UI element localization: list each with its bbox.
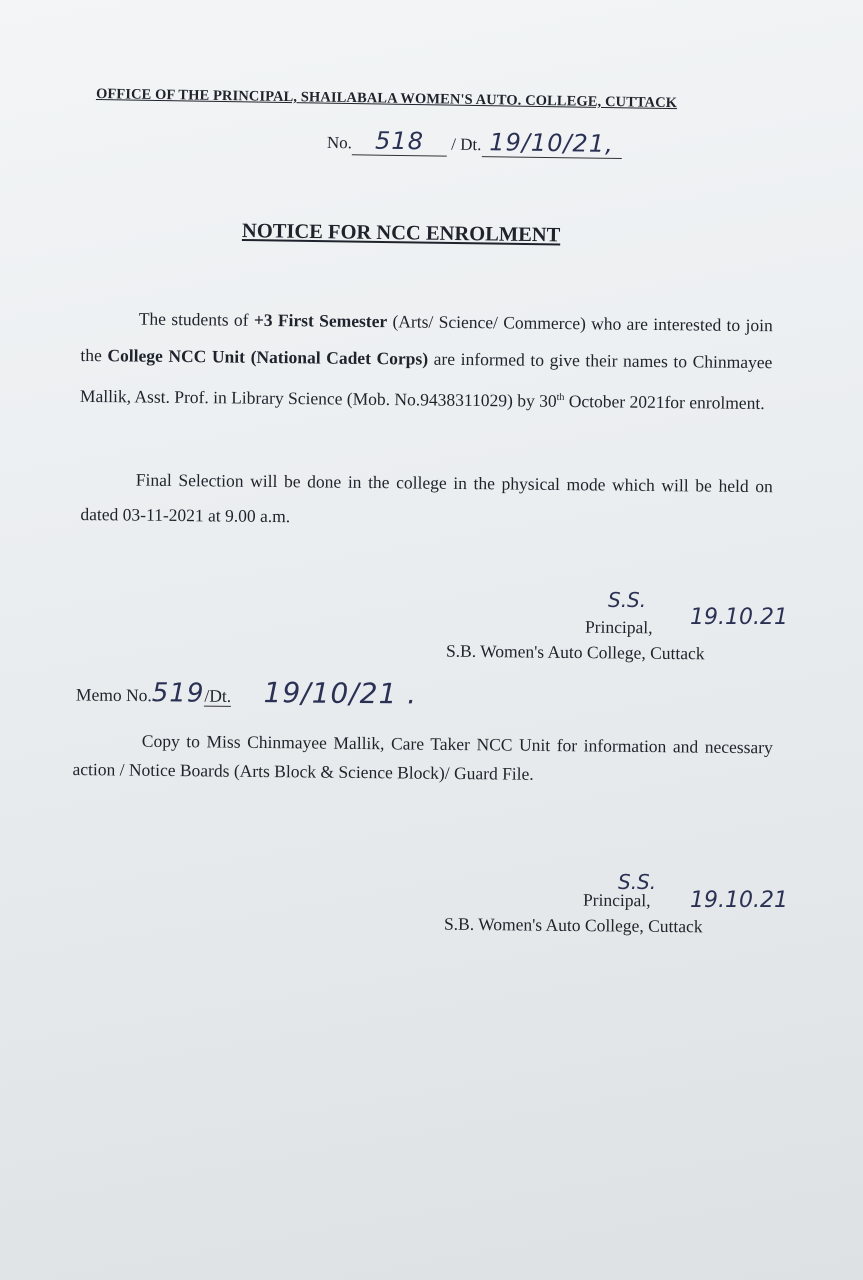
memo-label: Memo No. [75, 684, 152, 706]
reference-date-label: / Dt. [451, 134, 482, 155]
reference-no-value: 518 [374, 126, 425, 156]
signature-1-initials: S.S. [608, 588, 647, 612]
signature-2-initials: S.S. [618, 870, 657, 894]
notice-title: NOTICE FOR NCC ENROLMENT [241, 220, 561, 247]
signature-2-title: Principal, [582, 889, 651, 911]
memo-no-value: 519 [151, 678, 205, 709]
office-header: OFFICE OF THE PRINCIPAL, SHAILABALA WOMEN'S AUTO. COLLEGE, CUTTACK [95, 86, 678, 112]
memo-line [76, 675, 417, 711]
reference-date-value: 19/10/21, [489, 128, 614, 158]
signature-1-date: 19.10.21 [690, 605, 788, 630]
signature-2-date: 19.10.21 [690, 888, 788, 913]
copy-to-paragraph: Copy to Miss Chinmayee Mallik, Care Taker NCC Unit for information and necessary action / Notice Boards (Arts Block & Science Block)/ Guard File. [72, 730, 773, 784]
signature-1-college: S.B. Women's Auto College, Cuttack [445, 640, 705, 664]
reference-no-label: No. [326, 132, 353, 153]
body-paragraph-1: The students of +3 First Semester (Arts/ Science/ Commerce) who are interested to join the College NCC Unit (National Cadet Corps) are informed to give their names to Chinmayee Mallik, Asst. Prof. in Library Science (Mob. No.9438311029) by 30th October 2021for enrolment. [79, 308, 773, 413]
signature-1-title: Principal, [584, 616, 653, 638]
signature-2-college: S.B. Women's Auto College, Cuttack [443, 913, 703, 937]
reference-line [327, 126, 622, 159]
memo-date-value: 19/10/21 . [263, 676, 418, 711]
body-paragraph-2: Final Selection will be done in the college in the physical mode which will be held on dated 03-11-2021 at 9.00 a.m. [80, 469, 773, 527]
memo-date-label: /Dt. [204, 685, 232, 706]
